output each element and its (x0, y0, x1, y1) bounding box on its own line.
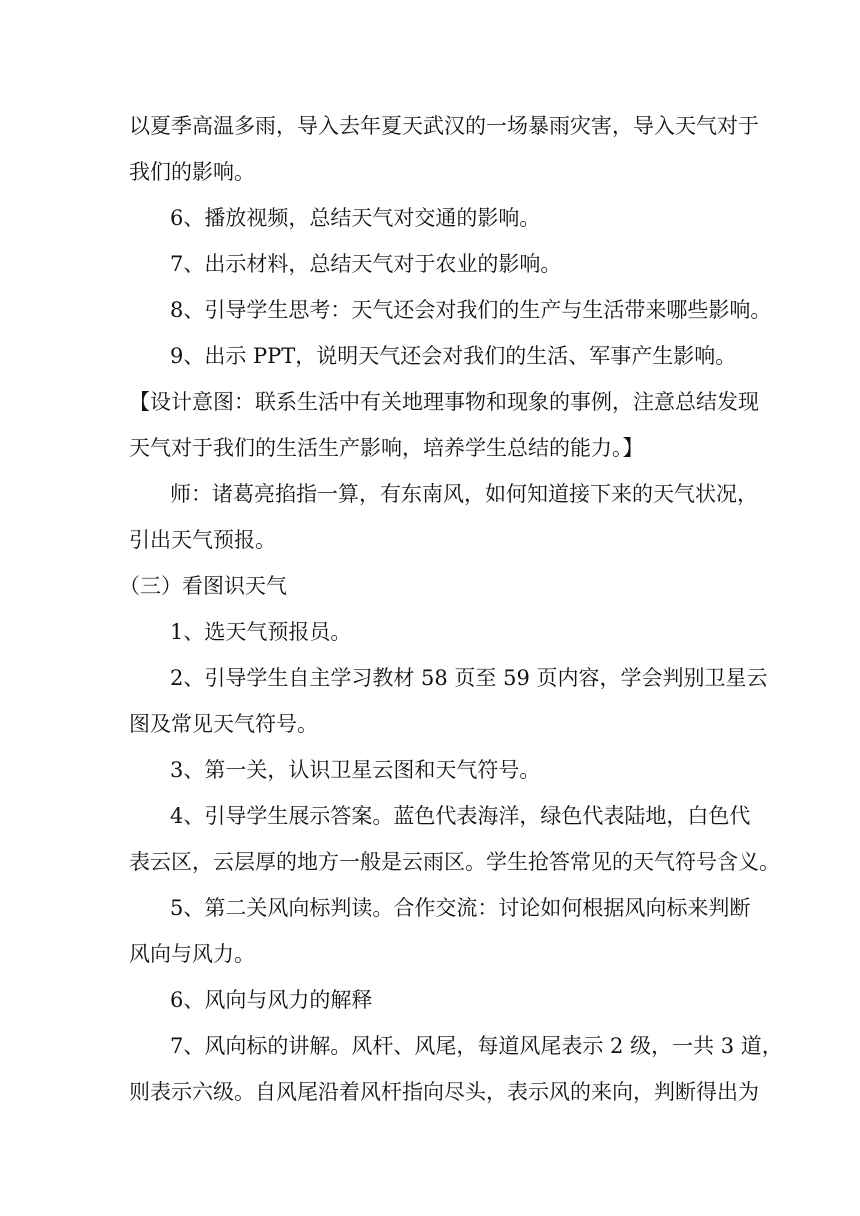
text-line: 9、出示 PPT，说明天气还会对我们的生活、军事产生影响。 (170, 344, 737, 368)
text-line: 师：诸葛亮掐指一算，有东南风，如何知道接下来的天气状况， (170, 482, 758, 506)
text-line: 风向与风力。 (129, 942, 255, 966)
text-line: 3、第一关，认识卫星云图和天气符号。 (170, 758, 541, 782)
text-line: 引出天气预报。 (129, 528, 276, 552)
text-line: 7、风向标的讲解。风杆、风尾，每道风尾表示 2 级，一共 3 道， (170, 1034, 783, 1058)
text-line: 图及常见天气符号。 (129, 712, 318, 736)
text-line: 6、播放视频，总结天气对交通的影响。 (170, 206, 541, 230)
text-line: 2、引导学生自主学习教材 58 页至 59 页内容，学会判别卫星云 (170, 666, 768, 690)
section-heading: （三）看图识天气 (119, 574, 287, 598)
text-line: 则表示六级。自风尾沿着风杆指向尽头，表示风的来向，判断得出为 (129, 1080, 759, 1104)
text-line: 1、选天气预报员。 (170, 620, 352, 644)
text-line: 表云区，云层厚的地方一般是云雨区。学生抢答常见的天气符号含义。 (129, 850, 780, 874)
text-line: 我们的影响。 (129, 160, 255, 184)
design-intent-line: 天气对于我们的生活生产影响，培养学生总结的能力。】 (129, 436, 644, 460)
text-line: 以夏季高温多雨，导入去年夏天武汉的一场暴雨灾害，导入天气对于 (129, 114, 759, 138)
text-line: 8、引导学生思考：天气还会对我们的生产与生活带来哪些影响。 (170, 298, 772, 322)
text-line: 7、出示材料，总结天气对于农业的影响。 (170, 252, 562, 276)
text-line: 5、第二关风向标判读。合作交流：讨论如何根据风向标来判断 (170, 896, 751, 920)
design-intent-line: 【设计意图：联系生活中有关地理事物和现象的事例，注意总结发现 (129, 390, 759, 414)
text-line: 6、风向与风力的解释 (170, 988, 373, 1012)
text-line: 4、引导学生展示答案。蓝色代表海洋，绿色代表陆地，白色代 (170, 804, 751, 828)
